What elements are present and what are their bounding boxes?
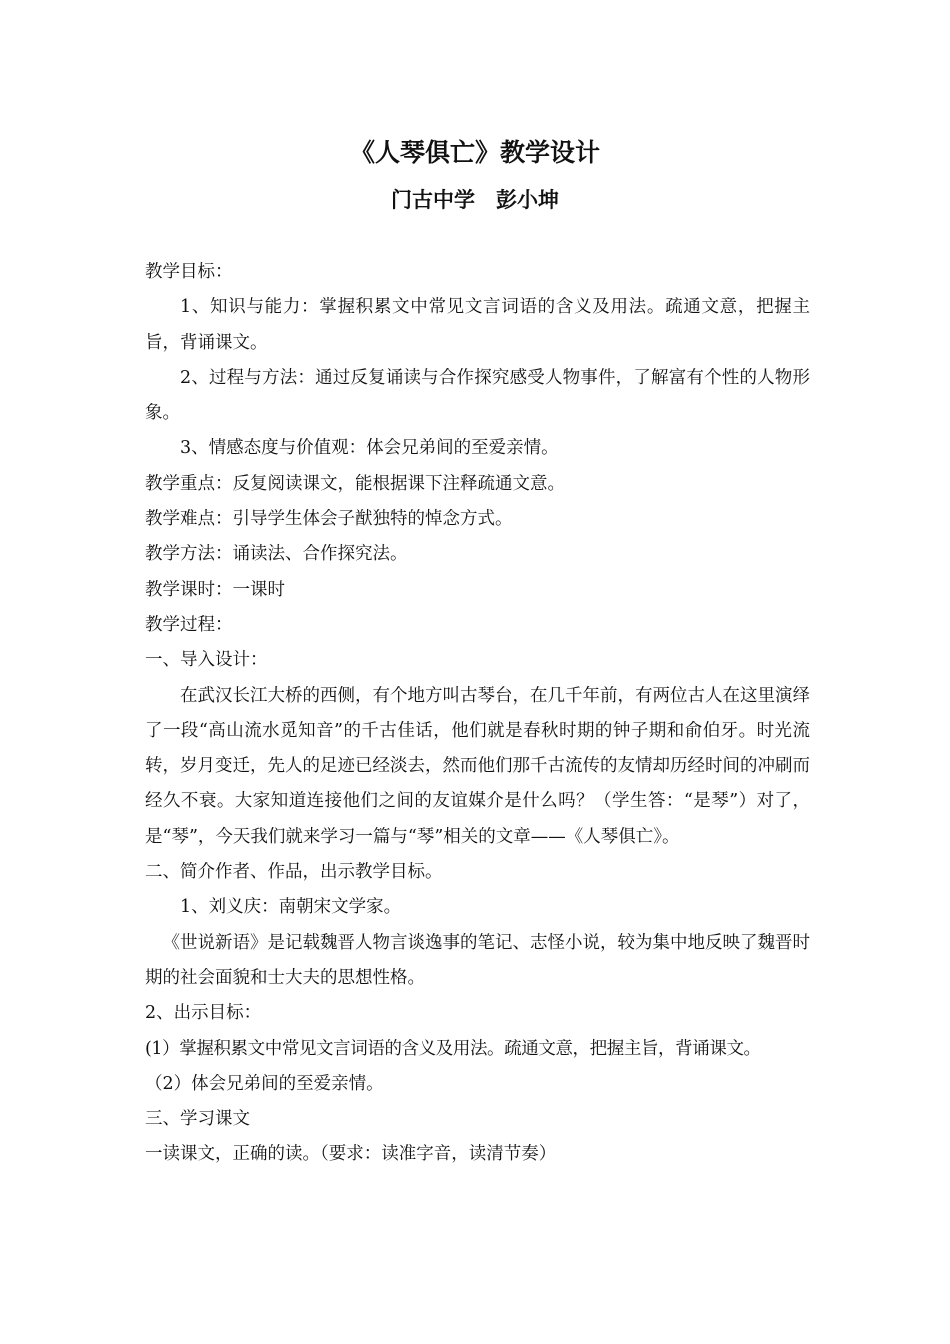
section-heading: 教学目标： (145, 262, 233, 282)
author-line: 门古中学 彭小坤 (391, 188, 559, 212)
objective-item: 1、知识与能力：掌握积累文中常见文言词语的含义及用法。疏通文意，把握主旨，背诵课文。 (145, 297, 810, 353)
reading-instruction: 一读课文，正确的读。（要求：读准字音，读清节奏） (145, 1144, 557, 1165)
goal-item: （2）体会兄弟间的至爱亲情。 (145, 1073, 384, 1094)
teaching-hours: 教学课时：一课时 (145, 579, 285, 600)
section-heading: 教学过程： (145, 614, 233, 635)
work-intro: 《世说新语》是记载魏晋人物言谈逸事的笔记、志怪小说，较为集中地反映了魏晋时期的社会面貌和士大夫的思想性格。 (145, 932, 810, 988)
section-heading: 2、出示目标： (145, 1003, 262, 1024)
objective-item: 2、过程与方法：通过反复诵读与合作探究感受人物事件，了解富有个性的人物形象。 (145, 367, 810, 424)
section-heading: 二、简介作者、作品，出示教学目标。 (145, 862, 443, 883)
author-intro: 1、刘义庆：南朝宋文学家。 (180, 897, 402, 918)
teaching-method: 教学方法：诵读法、合作探究法。 (145, 544, 408, 565)
intro-paragraph: 在武汉长江大桥的西侧，有个地方叫古琴台，在几千年前，有两位古人在这里演绎了一段“高山流水觅知音”的千古佳话，他们就是春秋时期的钟子期和俞伯牙。时光流转，岁月变迁，先人的足迹已经淡去，然而他们那千古流传的友情却历经时间的冲刷而经久不衰。大家知道连接他们之间的友谊媒介是什么吗？（学生答：“是琴”）对了，是“琴”，今天我们就来学习一篇与“琴”相关的文章——《人琴俱亡》。 (145, 685, 810, 847)
section-heading: 三、学习课文 (145, 1109, 250, 1130)
document-title: 《人琴俱亡》教学设计 (349, 138, 600, 167)
section-heading: 一、导入设计： (145, 650, 268, 671)
document-body (145, 255, 810, 1173)
teaching-difficulty: 教学难点：引导学生体会子猷独特的悼念方式。 (145, 509, 513, 530)
objective-item: 3、情感态度与价值观：体会兄弟间的至爱亲情。 (180, 438, 559, 459)
teaching-focus: 教学重点：反复阅读课文，能根据课下注释疏通文意。 (145, 473, 565, 494)
goal-item: (1）掌握积累文中常见文言词语的含义及用法。疏通文意，把握主旨，背诵课文。 (145, 1038, 761, 1059)
